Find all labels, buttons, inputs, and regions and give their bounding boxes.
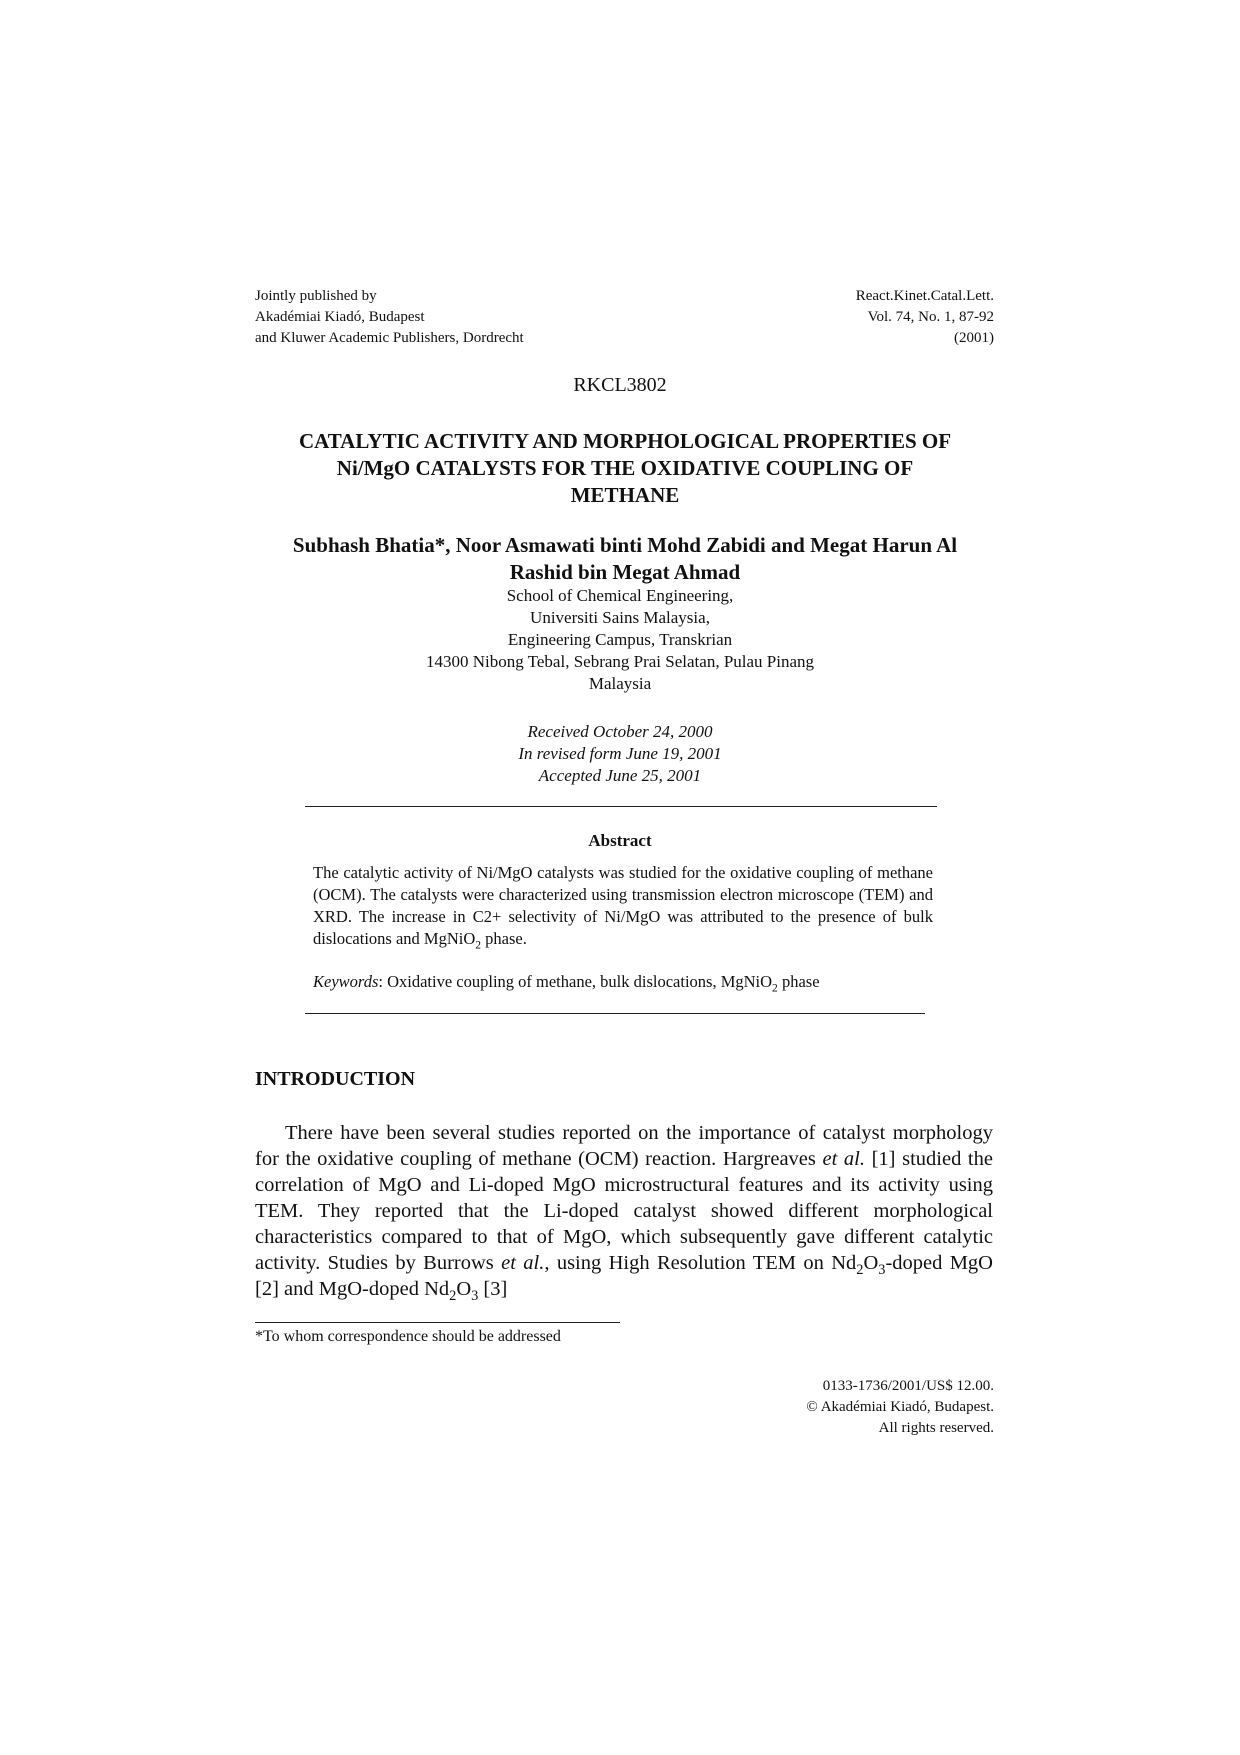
- abstract-heading: Abstract: [588, 831, 652, 850]
- author-line: Rashid bin Megat Ahmad: [509, 560, 741, 584]
- intro-subscript: 2: [449, 1288, 457, 1305]
- publisher-line: Jointly published by: [255, 288, 377, 304]
- abstract-subscript: 2: [475, 939, 482, 952]
- intro-span: O: [456, 1278, 472, 1300]
- keywords-label: Keywords: [313, 972, 379, 991]
- article-code: RKCL3802: [573, 374, 667, 396]
- intro-span: [3]: [478, 1278, 508, 1300]
- affiliation-line: Engineering Campus, Transkrian: [507, 630, 733, 649]
- copyright-line: 0133-1736/2001/US$ 12.00.: [822, 1378, 994, 1394]
- title-line: CATALYTIC ACTIVITY AND MORPHOLOGICAL PROPERTIES OF: [298, 429, 952, 453]
- affiliation-line: School of Chemical Engineering,: [506, 586, 734, 605]
- introduction-text: [255, 1120, 993, 1305]
- received-date: Received October 24, 2000: [527, 722, 713, 741]
- journal-info: [856, 286, 994, 349]
- keywords-end: phase: [777, 972, 820, 991]
- title-line: Ni/MgO CATALYSTS FOR THE OXIDATIVE COUPLING OF: [336, 456, 914, 480]
- footnote: *To whom correspondence should be addressed: [255, 1328, 561, 1345]
- intro-etal: et al.: [822, 1148, 865, 1170]
- abstract-main: The catalytic activity of Ni/MgO catalysts was studied for the oxidative coupling of methane (OCM). The catalysts were characterized using transmission electron microscope (TEM) and XRD. The increase in C2+ selectivity of Ni/MgO was attributed to the presence of bulk dislocations and MgNiO: [313, 863, 933, 948]
- keywords-text: : Oxidative coupling of methane, bulk dislocations, MgNiO: [378, 972, 773, 991]
- revised-date: In revised form June 19, 2001: [518, 744, 722, 763]
- article-title: [255, 428, 995, 509]
- affiliation-line: Malaysia: [588, 674, 652, 693]
- affiliation-line: 14300 Nibong Tebal, Sebrang Prai Selatan, Pulau Pinang: [425, 652, 815, 671]
- abstract-text: [313, 862, 933, 950]
- journal-year: (2001): [954, 330, 994, 346]
- journal-name: React.Kinet.Catal.Lett.: [855, 288, 994, 304]
- section-heading: INTRODUCTION: [255, 1068, 416, 1090]
- journal-volume: Vol. 74, No. 1, 87-92: [867, 309, 994, 325]
- accepted-date: Accepted June 25, 2001: [538, 766, 702, 785]
- intro-span: There have been several studies reported on the importance of catalyst morphology for the oxidative coupling of methane (OCM) reaction. Hargreaves: [255, 1122, 993, 1170]
- intro-etal: et al.: [501, 1252, 545, 1274]
- intro-span: , using High Resolution TEM on Nd: [544, 1252, 857, 1274]
- abstract-top-rule: [305, 806, 937, 807]
- manuscript-dates: [0, 721, 1240, 787]
- intro-paragraph: [255, 1120, 993, 1305]
- author-line: Subhash Bhatia*, Noor Asmawati binti Mohd Zabidi and Megat Harun Al: [292, 533, 958, 557]
- publisher-line: Akadémiai Kiadó, Budapest: [255, 309, 425, 325]
- keywords: [313, 971, 933, 993]
- intro-span: O: [863, 1252, 879, 1274]
- intro-span: [1] studied the correlation of MgO and Li-doped MgO microstructural features and its activity using TEM. They reported that the Li-doped catalyst showed different morphological characteristics compared to that of MgO, which subsequently gave different catalytic activity. Studies by Burrows: [255, 1148, 993, 1274]
- publisher-info: [255, 286, 524, 349]
- copyright-info: [806, 1376, 994, 1439]
- intro-subscript: 3: [471, 1288, 479, 1305]
- footnote-rule: [255, 1322, 620, 1323]
- intro-subscript: 3: [878, 1262, 886, 1279]
- intro-span: -doped MgO [2] and MgO-doped Nd: [255, 1252, 993, 1300]
- copyright-line: © Akadémiai Kiadó, Budapest.: [806, 1399, 994, 1415]
- affiliation-line: Universiti Sains Malaysia,: [530, 608, 710, 627]
- affiliation: [0, 585, 1240, 695]
- author-list: [240, 532, 1010, 586]
- copyright-line: All rights reserved.: [878, 1420, 994, 1436]
- title-line: METHANE: [570, 483, 680, 507]
- abstract-bottom-rule: [305, 1013, 925, 1014]
- publisher-line: and Kluwer Academic Publishers, Dordrecht: [255, 330, 524, 346]
- abstract-end: phase.: [481, 929, 527, 948]
- keywords-subscript: 2: [772, 982, 778, 995]
- intro-subscript: 2: [856, 1262, 864, 1279]
